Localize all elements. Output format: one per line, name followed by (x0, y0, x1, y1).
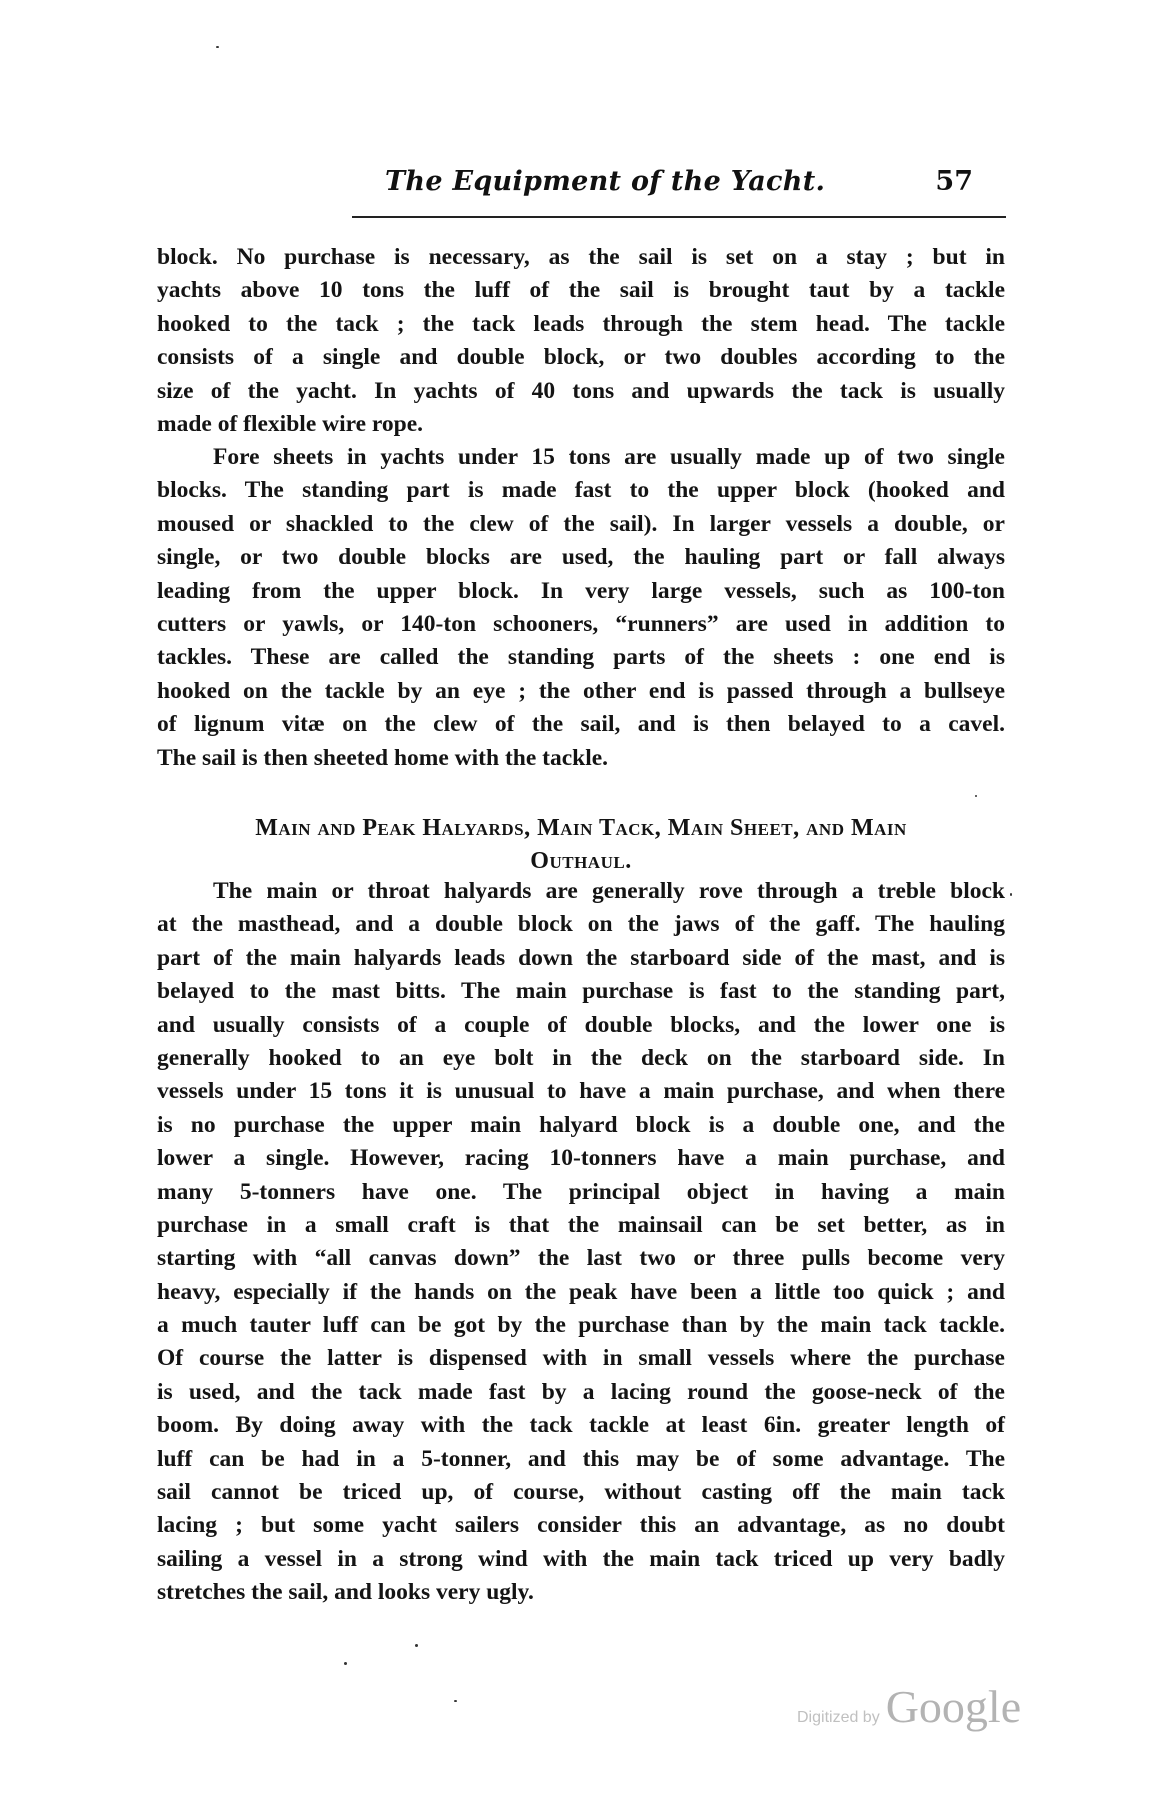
digitized-by-google-watermark (797, 1680, 1021, 1736)
text-line: is no purchase the upper main halyard block is a double one, and the (157, 1111, 1005, 1138)
text-line: hooked on the tackle by an eye ; the other end is passed through a bullseye (157, 677, 1005, 704)
running-head-title: The Equipment of the Yacht. (385, 166, 826, 197)
section-heading (157, 812, 1005, 878)
text-line: single, or two double blocks are used, the hauling part or fall always (157, 544, 1005, 571)
text-line: Of course the latter is dispensed with in small vessels where the purchase (157, 1345, 1005, 1372)
text-line: vessels under 15 tons it is unusual to have a main purchase, and when there (157, 1078, 1005, 1105)
text-line: size of the yacht. In yachts of 40 tons and upwards the tack is usually (157, 377, 1005, 404)
scan-speck (454, 1700, 457, 1702)
text-line: at the masthead, and a double block on the jaws of the gaff. The hauling (157, 911, 1005, 938)
text-line: generally hooked to an eye bolt in the deck on the starboard side. In (157, 1044, 1005, 1071)
text-line: belayed to the mast bitts. The main purchase is fast to the standing part, (157, 978, 1005, 1005)
text-line: block. No purchase is necessary, as the sail is set on a stay ; but in (157, 244, 1005, 270)
scan-speck (415, 1644, 418, 1647)
text-line: a much tauter luff can be got by the purchase than by the main tack tackle. (157, 1312, 1005, 1339)
text-line: consists of a single and double block, or two doubles according to the (157, 344, 1005, 371)
text-line: sailing a vessel in a strong wind with the main tack triced up very badly (157, 1545, 1005, 1572)
text-line: of lignum vitæ on the clew of the sail, and is then belayed to a cavel. (157, 711, 1005, 738)
scan-speck (344, 1662, 347, 1665)
text-line: part of the main halyards leads down the starboard side of the mast, and is (157, 944, 1005, 971)
section-heading-line-2: Outhaul. (530, 848, 632, 874)
text-line: The main or throat halyards are generally rove through a treble block (213, 878, 1005, 904)
running-head (157, 166, 1005, 206)
text-line: purchase in a small craft is that the mainsail can be set better, as in (157, 1211, 1005, 1238)
watermark-prefix: Digitized by (797, 1709, 880, 1726)
section-heading-line-1: Main and Peak Halyards, Main Tack, Main Sheet, and Main (255, 815, 907, 841)
text-line: hooked to the tack ; the tack leads through the stem head. The tackle (157, 310, 1005, 337)
text-line: starting with “all canvas down” the last two or three pulls become very (157, 1245, 1005, 1272)
text-line: stretches the sail, and looks very ugly. (157, 1579, 534, 1606)
text-line: is used, and the tack made fast by a lacing round the goose-neck of the (157, 1378, 1005, 1405)
text-line: leading from the upper block. In very large vessels, such as 100-ton (157, 577, 1005, 604)
text-line: lacing ; but some yacht sailers consider this an advantage, as no doubt (157, 1512, 1005, 1539)
text-line: boom. By doing away with the tack tackle at least 6in. greater length of (157, 1412, 1005, 1439)
text-line: sail cannot be triced up, of course, without casting off the main tack (157, 1479, 1005, 1506)
text-line: Fore sheets in yachts under 15 tons are usually made up of two single (213, 444, 1005, 470)
paragraph-continuation (157, 241, 1005, 441)
paragraph-fore-sheets (157, 441, 1005, 775)
text-line: blocks. The standing part is made fast to the upper block (hooked and (157, 477, 1005, 504)
header-rule (352, 216, 1006, 218)
text-line: made of flexible wire rope. (157, 410, 424, 437)
text-line: many 5-tonners have one. The principal object in having a main (157, 1178, 1005, 1205)
scan-speck (975, 795, 977, 797)
google-wordmark: Google (885, 1681, 1022, 1732)
text-line: luff can be had in a 5-tonner, and this may be of some advantage. The (157, 1445, 1005, 1472)
page-number: 57 (935, 166, 973, 197)
text-line: The sail is then sheeted home with the tackle. (157, 744, 609, 771)
text-line: cutters or yawls, or 140-ton schooners, “runners” are used in addition to (157, 610, 1005, 637)
text-line: heavy, especially if the hands on the peak have been a little too quick ; and (157, 1278, 1005, 1305)
text-line: yachts above 10 tons the luff of the sail is brought taut by a tackle (157, 277, 1005, 304)
paragraph-main-halyards (157, 875, 1005, 1610)
text-line: tackles. These are called the standing parts of the sheets : one end is (157, 644, 1005, 671)
scan-speck (216, 46, 219, 48)
text-line: and usually consists of a couple of double blocks, and the lower one is (157, 1011, 1005, 1038)
text-line: moused or shackled to the clew of the sail). In larger vessels a double, or (157, 510, 1005, 537)
scan-speck (1010, 893, 1012, 896)
text-line: lower a single. However, racing 10-tonners have a main purchase, and (157, 1145, 1005, 1172)
